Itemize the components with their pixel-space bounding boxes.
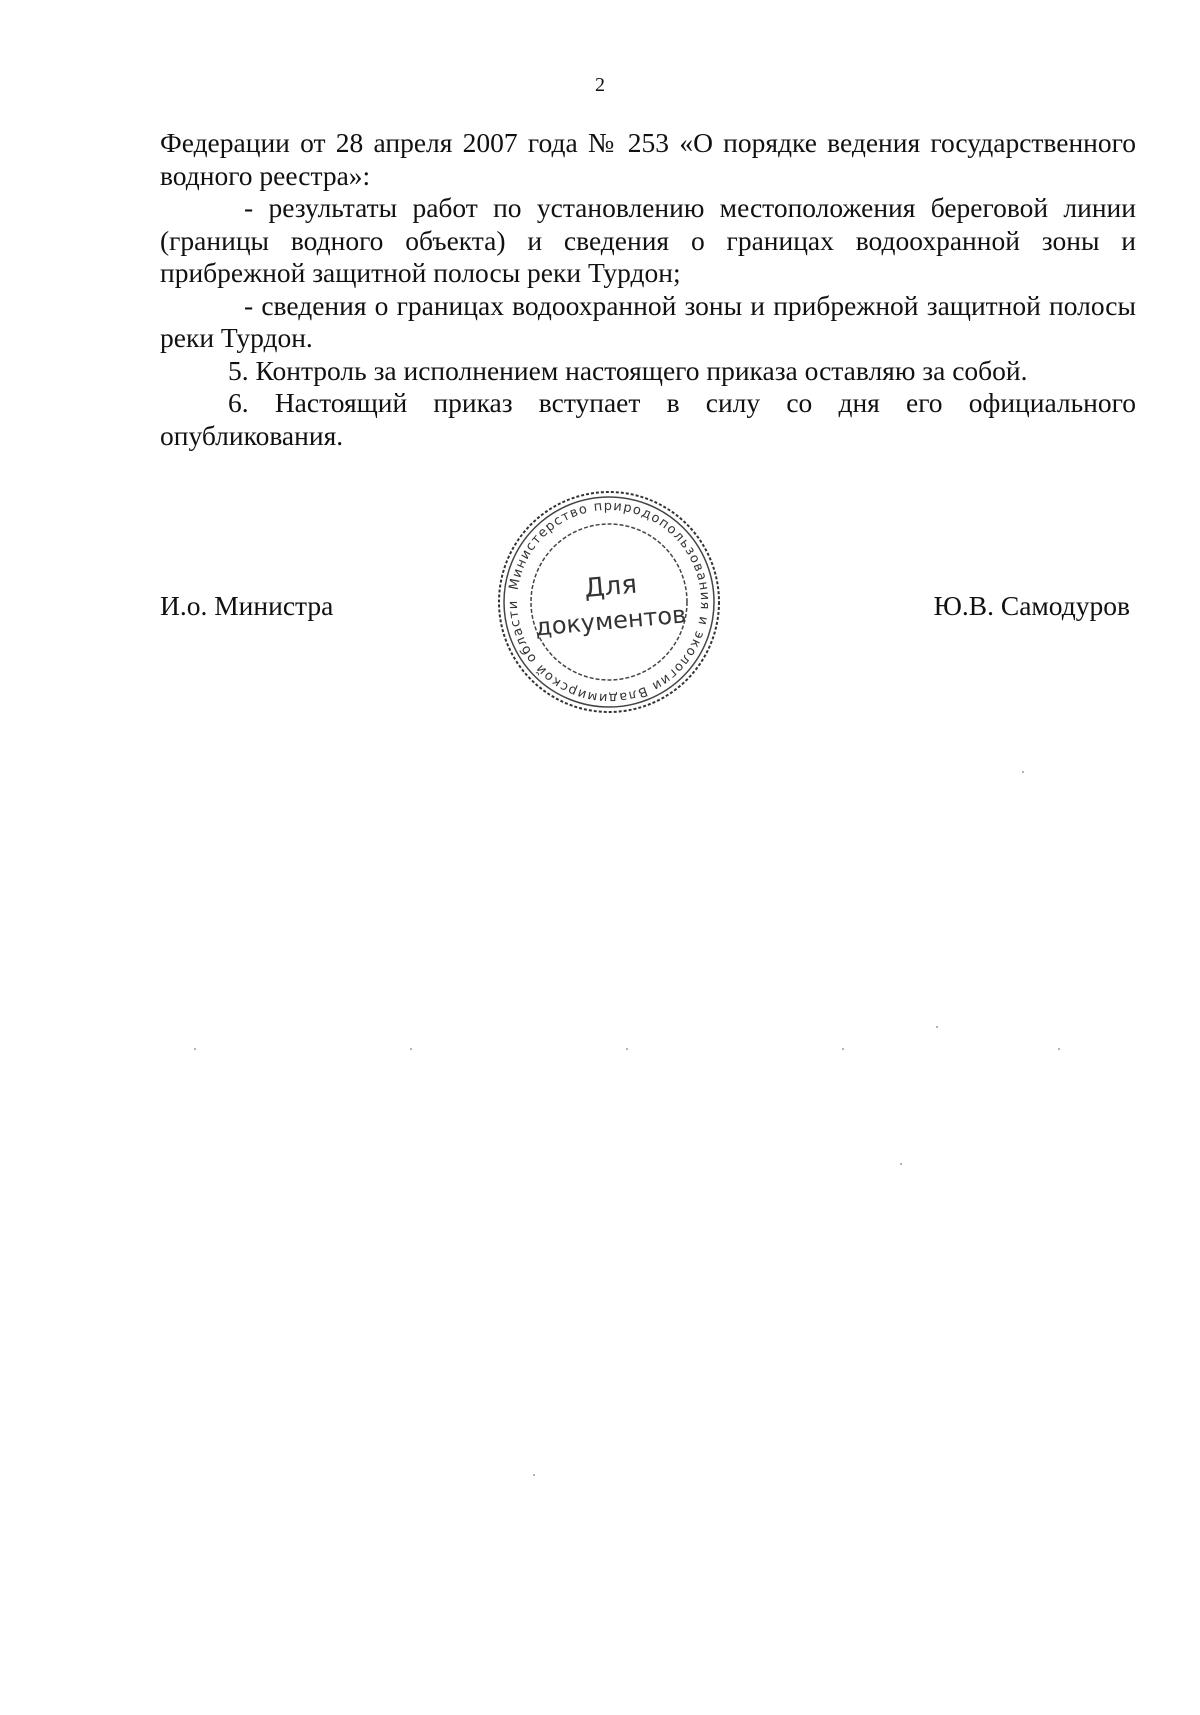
- paragraph-item-6: 6. Настоящий приказ вступает в силу со дня его официального опубликования.: [160, 387, 1136, 451]
- scan-speck: [533, 1474, 535, 1476]
- scan-speck: [1022, 771, 1024, 773]
- paragraph-item-5: 5. Контроль за исполнением настоящего приказа оставляю за собой.: [228, 354, 1028, 386]
- signatory-name: Ю.В. Самодуров: [933, 590, 1130, 621]
- page-number: 2: [595, 74, 605, 96]
- scan-speck: [842, 1048, 844, 1050]
- official-stamp: [494, 487, 724, 717]
- paragraph-bullet-boundaries: - сведения о границах водоохранной зоны и прибрежной защитной полосы реки Турдон.: [160, 289, 1136, 353]
- scan-speck: [626, 1048, 628, 1050]
- signatory-position: И.о. Министра: [160, 590, 334, 621]
- scan-speck: [936, 1026, 938, 1028]
- scan-speck: [194, 1048, 196, 1050]
- scan-speck: [1058, 1048, 1060, 1050]
- document-body: [160, 127, 1136, 452]
- paragraph-federation-ref: Федерации от 28 апреля 2007 года № 253 «О порядке ведения государственного водного реестра»:: [160, 127, 1136, 191]
- scan-speck: [900, 1163, 902, 1165]
- paragraph-bullet-results: - результаты работ по установлению местоположения береговой линии (границы водного объекта) и сведения о границах водоохранной зоны и прибрежной защитной полосы реки Турдон;: [160, 192, 1136, 288]
- stamp-outer-ring: [499, 492, 719, 712]
- stamp-ring-text: Министерство природопользования и экологии Владимирской области: [505, 498, 713, 706]
- scan-speck: [410, 1048, 412, 1050]
- stamp-center-line2: документов: [534, 600, 688, 642]
- stamp-center-line1: Для: [583, 569, 639, 605]
